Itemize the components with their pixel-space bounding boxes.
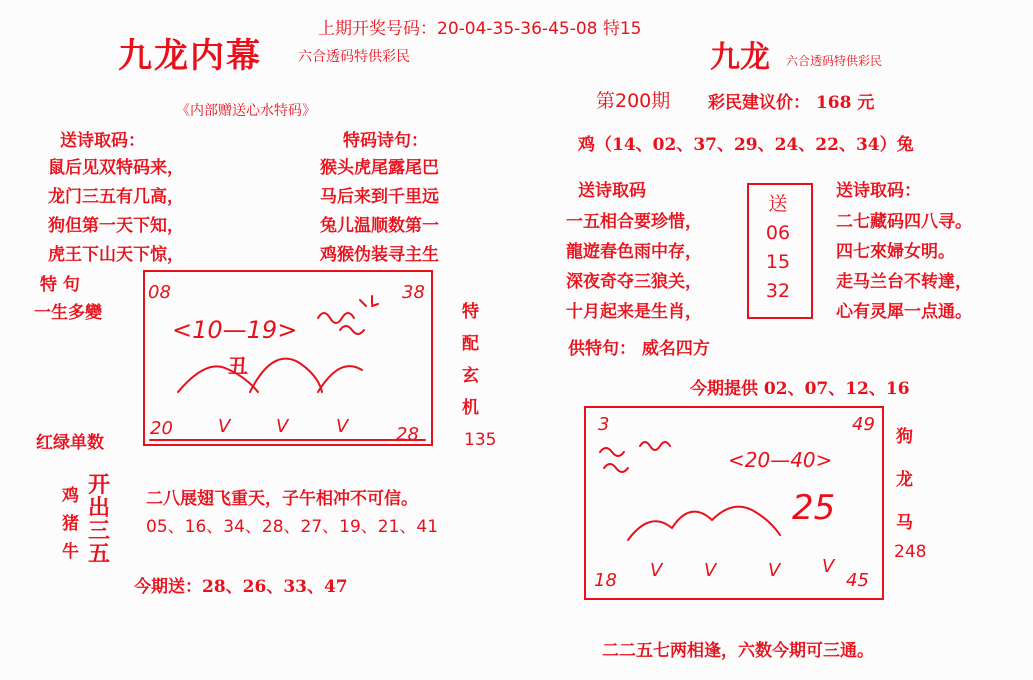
poem-line: 四七來婦女明。 — [836, 242, 955, 262]
right-subtitle: 六合透码特供彩民 — [786, 54, 883, 68]
zodiac: 猪 — [62, 514, 79, 534]
left-subtitle: 六合透码特供彩民 — [298, 49, 410, 65]
right-title: 九龙 — [710, 40, 770, 75]
poem-line: 十月起来是生肖， — [566, 302, 702, 322]
cloud-squiggle — [318, 313, 354, 323]
chart-zodiac-mark: 丑 — [228, 354, 248, 378]
chart-bottom-left-number: 20 — [150, 418, 173, 439]
chart-bottom-right-number: 28 — [396, 424, 419, 445]
cloud-squiggle — [600, 448, 624, 456]
cloud-squiggle — [340, 326, 364, 334]
side-char: 特 — [462, 302, 479, 322]
gift-title: 《内部赠送心水特码》 — [176, 103, 316, 119]
phrase-char: 开 — [88, 472, 111, 498]
gift-number: 15 — [765, 251, 791, 273]
phrase-char: 五 — [88, 541, 111, 567]
poem-line: 深夜奇夺三狼关， — [566, 272, 702, 292]
special-label: 特 句 — [40, 275, 80, 295]
phrase-char: 出 — [88, 495, 111, 521]
cloud-squiggle — [640, 442, 670, 450]
special-poem-heading: 特码诗句： — [343, 131, 428, 151]
gift-number: 32 — [765, 280, 791, 302]
v-mark: V — [650, 560, 663, 581]
left-title: 九龙内幕 — [118, 36, 262, 76]
number-list: 05、16、34、28、27、19、21、41 — [146, 517, 439, 537]
cloud-squiggle — [604, 464, 628, 472]
v-mark: V — [276, 416, 289, 437]
v-mark: V — [336, 416, 349, 437]
zodiac: 鸡 — [62, 486, 79, 506]
issue-number: 第200期 — [596, 90, 671, 112]
poem-line: 兔儿温顺数第一 — [320, 216, 439, 236]
v-mark: V — [768, 560, 781, 581]
poem-line: 虎王下山天下惊， — [48, 245, 184, 265]
poem-line: 二七藏码四八寻。 — [836, 212, 972, 232]
poem-line: 龍遊春色雨中存， — [566, 242, 702, 262]
gift-label: 送 — [768, 193, 788, 215]
side-number: 135 — [464, 430, 497, 450]
poem-line: 猴头虎尾露尾巴 — [320, 158, 439, 178]
poem-line: 心有灵犀一点通。 — [836, 302, 972, 322]
chart-top-left-number: 3 — [598, 414, 610, 435]
suggested-price: 彩民建议价： 168 元 — [708, 93, 875, 113]
zodiac: 牛 — [62, 542, 79, 562]
chart-big-number: 25 — [792, 488, 836, 528]
v-mark: V — [704, 560, 717, 581]
poem-line: 龙门三五有几高， — [48, 187, 184, 207]
zodiac-range: 鸡（14、02、37、29、24、22、34）兔 — [578, 135, 914, 155]
mountain-curve — [628, 512, 712, 540]
poem-line: 鸡猴伪装寻主生 — [320, 245, 439, 265]
chart-top-left-number: 08 — [148, 282, 171, 303]
side-char: 机 — [462, 398, 479, 418]
special-phrase: 一生多變 — [34, 303, 102, 323]
poem-line: 马后来到千里远 — [320, 187, 439, 207]
sun-mark — [360, 296, 378, 306]
mountain-curve — [250, 359, 322, 392]
chart-top-right-number: 38 — [402, 282, 425, 303]
mountain-curve — [178, 366, 258, 392]
right-poem-heading: 送诗取码 — [578, 181, 646, 201]
chart-top-right-number: 49 — [852, 414, 875, 435]
poem-line: 走马兰台不转達， — [836, 272, 972, 292]
v-mark: V — [218, 416, 231, 437]
side-zodiac: 马 — [896, 513, 913, 533]
mountain-curve — [318, 366, 362, 392]
color-label: 红绿单数 — [36, 433, 104, 453]
gift-number: 06 — [765, 222, 791, 244]
poem-line: 一五相合要珍惜， — [566, 212, 702, 232]
right-poem2-heading: 送诗取码： — [836, 181, 921, 201]
left-poem-heading: 送诗取码： — [60, 131, 145, 151]
mountain-curve — [712, 507, 780, 535]
provided-numbers: 今期提供 02、07、12、16 — [690, 379, 910, 399]
poem-line: 鼠后见双特码来， — [48, 158, 184, 178]
verse-line: 二八展翅飞重天，子午相冲不可信。 — [146, 489, 418, 509]
side-char: 配 — [462, 334, 479, 354]
special-phrase-right: 供特句： 威名四方 — [568, 339, 710, 359]
today-numbers: 今期送：28、26、33、47 — [134, 577, 348, 597]
chart-bottom-right-number: 45 — [846, 570, 869, 591]
chart-range: <20—40> — [728, 448, 833, 472]
footer-verse: 二二五七两相逢，六数今期可三通。 — [602, 641, 874, 661]
chart-range: <10—19> — [172, 316, 298, 344]
phrase-char: 三 — [88, 518, 111, 544]
chart-bottom-left-number: 18 — [594, 570, 617, 591]
v-mark: V — [822, 556, 835, 577]
side-number-right: 248 — [894, 542, 927, 562]
side-zodiac: 狗 — [896, 427, 913, 447]
side-char: 玄 — [462, 366, 479, 386]
last-draw-numbers: 上期开奖号码：20-04-35-36-45-08 特15 — [318, 19, 642, 39]
side-zodiac: 龙 — [896, 470, 913, 490]
poem-line: 狗但第一天下知， — [48, 216, 184, 236]
